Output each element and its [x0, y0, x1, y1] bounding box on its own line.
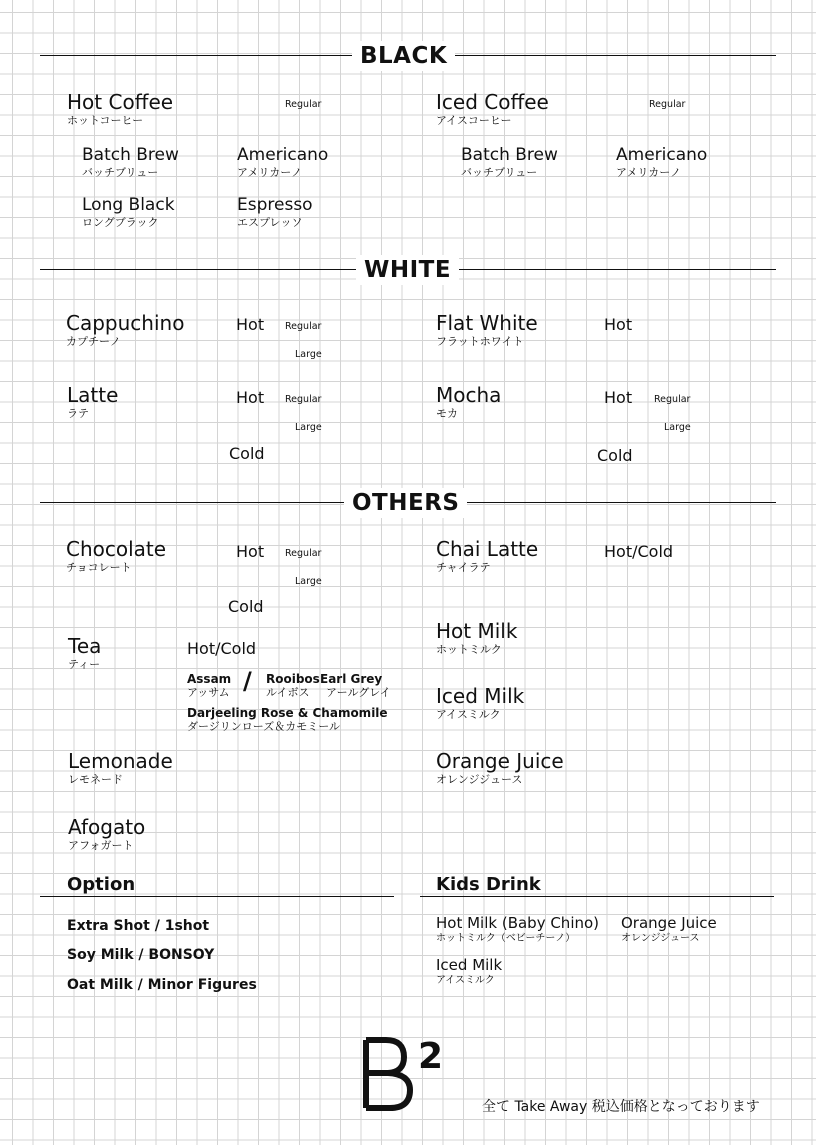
- item-name-ja: レモネード: [68, 773, 123, 786]
- temp-label-hot: Hot: [604, 388, 633, 407]
- size-label-regular: Regular: [649, 99, 686, 110]
- item-name: Chai Latte: [436, 537, 539, 561]
- temp-label-hot: Hot: [236, 542, 265, 561]
- size-label-large: Large: [295, 576, 322, 587]
- menu-item-flat-white: [436, 313, 538, 347]
- item-name-ja: ティー: [68, 658, 101, 671]
- item-name: Flat White: [436, 311, 538, 335]
- item-name-ja: モカ: [436, 407, 458, 420]
- tea-type-separator: /: [243, 667, 252, 695]
- menu-item-batch-brew-iced: [461, 147, 558, 178]
- section-title-kids-drink: Kids Drink: [436, 874, 541, 895]
- menu-item-americano-hot: [237, 147, 328, 178]
- tea-type-name-ja: ダージリンローズ＆カモミール: [187, 720, 341, 733]
- temp-label-cold: Cold: [229, 444, 265, 463]
- logo-b-glyph: [360, 1030, 460, 1114]
- tea-type-assam: [187, 673, 231, 698]
- tea-type-name-ja: アッサム: [187, 686, 230, 699]
- item-name: Batch Brew: [82, 145, 179, 165]
- size-label-regular: Regular: [285, 99, 322, 110]
- item-name-ja: ロングブラック: [82, 216, 159, 229]
- menu-item-long-black: [82, 197, 175, 228]
- menu-item-afogato: [68, 817, 145, 851]
- option-divider: [40, 896, 394, 897]
- item-name: Long Black: [82, 195, 175, 215]
- item-name: Orange Juice: [621, 914, 717, 932]
- size-label-regular: Regular: [285, 548, 322, 559]
- temp-label-hot: Hot: [236, 315, 265, 334]
- item-name: Hot Milk: [436, 619, 518, 643]
- kids-item-iced-milk: [436, 958, 502, 986]
- menu-item-chocolate: [66, 539, 166, 573]
- item-name: Iced Coffee: [436, 90, 549, 114]
- item-name-ja: バッチブリュー: [461, 166, 538, 179]
- item-name: Batch Brew: [461, 145, 558, 165]
- temp-label-hot: Hot: [604, 315, 633, 334]
- menu-item-chai-latte: [436, 539, 538, 573]
- size-label-regular: Regular: [285, 394, 322, 405]
- item-name: Lemonade: [68, 749, 173, 773]
- section-title-option: Option: [67, 874, 136, 895]
- item-name-ja: チャイラテ: [436, 561, 491, 574]
- item-name-ja: ホットミルク: [436, 643, 502, 656]
- tea-type-name: Darjeeling Rose & Chamomile: [187, 706, 388, 720]
- item-name-ja: アイスミルク: [436, 708, 501, 721]
- item-name: Hot Coffee: [67, 90, 174, 114]
- item-name: Hot Milk (Baby Chino): [436, 914, 600, 932]
- menu-item-mocha: [436, 385, 501, 419]
- item-name-ja: アイスミルク: [436, 975, 495, 986]
- section-title-others: OTHERS: [344, 488, 467, 518]
- item-name: Latte: [67, 383, 119, 407]
- kids-item-hot-milk: [436, 916, 599, 944]
- menu-item-latte: [67, 385, 118, 419]
- item-name: Tea: [68, 634, 102, 658]
- size-label-large: Large: [295, 349, 322, 360]
- menu-item-batch-brew-hot: [82, 147, 179, 178]
- item-name: Cappuchino: [66, 311, 185, 335]
- logo-superscript: 2: [418, 1036, 444, 1077]
- brand-logo: [360, 1030, 460, 1114]
- menu-item-orange-juice: [436, 751, 564, 785]
- menu-item-hot-coffee: [67, 92, 173, 126]
- item-name: Iced Milk: [436, 684, 525, 708]
- item-name: Americano: [237, 145, 329, 165]
- size-label-large: Large: [664, 422, 691, 433]
- item-name-ja: オレンジジュース: [621, 933, 700, 944]
- item-name-ja: バッチブリュー: [82, 166, 159, 179]
- item-name-ja: カプチーノ: [66, 335, 121, 348]
- menu-item-iced-milk: [436, 686, 524, 720]
- item-name-ja: エスプレッソ: [237, 216, 303, 229]
- item-name-ja: ラテ: [67, 407, 89, 420]
- item-name: Espresso: [237, 195, 313, 215]
- option-item-oat-milk: Oat Milk / Minor Figures: [67, 977, 257, 993]
- temp-label-hot-cold: Hot/Cold: [604, 542, 674, 561]
- tea-type-rooibos: [266, 673, 320, 698]
- tea-type-name-ja: アールグレイ: [326, 686, 391, 699]
- tea-type-earl-grey: [320, 673, 391, 698]
- item-name: Mocha: [436, 383, 502, 407]
- item-name: Chocolate: [66, 537, 167, 561]
- temp-label-cold: Cold: [597, 446, 633, 465]
- section-title-white: WHITE: [356, 255, 459, 285]
- item-name: Americano: [616, 145, 708, 165]
- section-title-black: BLACK: [352, 41, 455, 71]
- item-name: Afogato: [68, 815, 146, 839]
- tea-type-name: Assam: [187, 672, 232, 686]
- kids-item-orange-juice: [621, 916, 717, 944]
- menu-item-hot-milk: [436, 621, 517, 655]
- menu-item-lemonade: [68, 751, 173, 785]
- tea-type-name: Rooibos: [266, 672, 320, 686]
- temp-label-cold: Cold: [228, 597, 264, 616]
- menu-item-tea: [68, 636, 101, 670]
- tea-type-name: Earl Grey: [320, 672, 383, 686]
- item-name: Iced Milk: [436, 956, 503, 974]
- size-label-large: Large: [295, 422, 322, 433]
- item-name-ja: アフォガート: [68, 839, 134, 852]
- temp-label-hot: Hot: [236, 388, 265, 407]
- footer-note: 全て Take Away 税込価格となっております: [482, 1099, 760, 1115]
- item-name-ja: チョコレート: [66, 561, 132, 574]
- size-label-regular: Regular: [654, 394, 691, 405]
- size-label-regular: Regular: [285, 321, 322, 332]
- item-name-ja: ホットミルク（ベビーチーノ）: [436, 933, 576, 944]
- menu-item-cappuchino: [66, 313, 184, 347]
- item-name: Orange Juice: [436, 749, 564, 773]
- item-name-ja: アメリカーノ: [237, 166, 303, 179]
- tea-type-name-ja: ルイボス: [266, 686, 310, 699]
- item-name-ja: フラットホワイト: [436, 335, 524, 348]
- menu-item-espresso: [237, 197, 313, 228]
- item-name-ja: アイスコーヒー: [436, 114, 512, 127]
- menu-item-americano-iced: [616, 147, 707, 178]
- item-name-ja: アメリカーノ: [616, 166, 682, 179]
- item-name-ja: オレンジジュース: [436, 773, 523, 786]
- option-item-soy-milk: Soy Milk / BONSOY: [67, 947, 215, 963]
- option-item-extra-shot: Extra Shot / 1shot: [67, 918, 210, 934]
- item-name-ja: ホットコーヒー: [67, 114, 144, 127]
- menu-item-iced-coffee: [436, 92, 549, 126]
- temp-label-hot-cold: Hot/Cold: [187, 639, 257, 658]
- tea-type-darjeeling: [187, 707, 388, 732]
- kids-divider: [420, 896, 774, 897]
